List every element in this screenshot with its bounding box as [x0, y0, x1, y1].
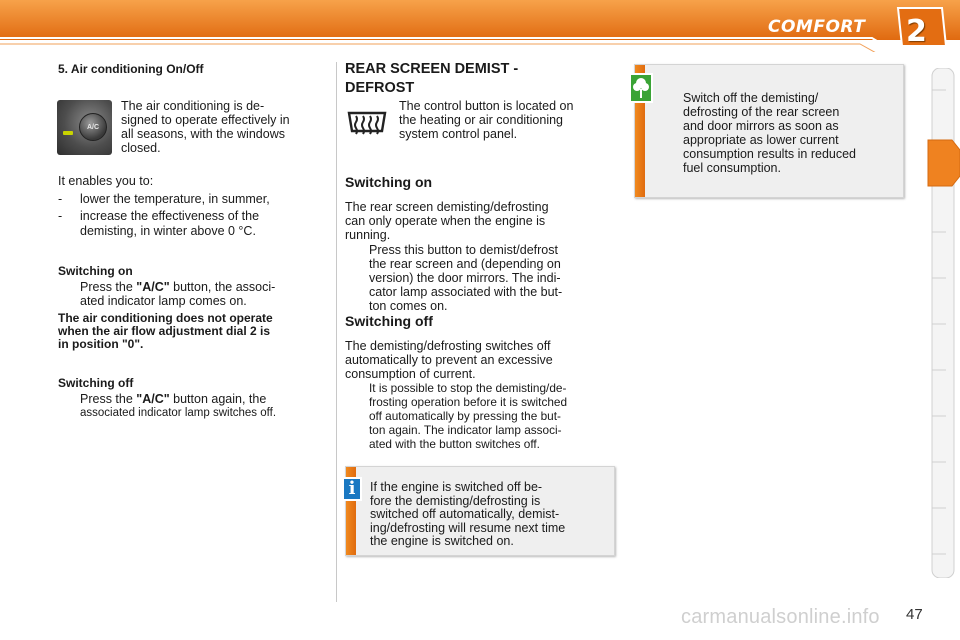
info-box	[345, 466, 615, 556]
chapter-header	[0, 0, 960, 52]
demist-section-title	[345, 60, 585, 98]
ac-intro-line: all seasons, with the windows	[121, 127, 285, 141]
para-line: can only operate when the engine is	[345, 214, 546, 228]
step-text: associated indicator lamp switches off.	[80, 407, 277, 419]
intro-line: system control panel.	[399, 127, 518, 141]
intro-line: The control button is located on	[399, 99, 574, 113]
demist-switching-on-heading: Switching on	[345, 174, 433, 190]
step-text: cator lamp associated with the but-	[369, 285, 563, 299]
list-item	[58, 209, 328, 239]
ac-section-title: 5. Air conditioning On/Off	[58, 62, 204, 76]
column-divider	[336, 62, 337, 602]
step-text: button again, the	[169, 392, 267, 406]
ac-switching-on-step	[80, 280, 326, 308]
eco-line: Switch off the demisting/	[683, 91, 819, 105]
dash-marker: -	[58, 209, 63, 223]
note-line: The air conditioning does not operate	[58, 311, 273, 325]
eco-tip-box	[634, 64, 904, 198]
title-line: REAR SCREEN DEMIST -	[345, 61, 519, 77]
info-icon: i	[342, 477, 362, 501]
ac-benefits-intro: It enables you to:	[58, 174, 154, 188]
list-item	[58, 192, 328, 207]
demist-intro	[399, 99, 615, 141]
para-line: consumption of current.	[345, 367, 476, 381]
eco-line: appropriate as lower current	[683, 133, 839, 147]
intro-line: the heating or air conditioning	[399, 113, 564, 127]
ac-button-image	[57, 100, 112, 155]
demist-switching-on-step	[369, 243, 615, 313]
eco-line: fuel consumption.	[683, 161, 781, 175]
step-text: Press the	[80, 392, 137, 406]
step-text: ated with the button switches off.	[369, 437, 540, 451]
ac-intro-line: The air conditioning is de-	[121, 99, 265, 113]
info-line: If the engine is switched off be-	[370, 480, 543, 494]
eco-tree-icon	[629, 73, 653, 103]
chapter-number: 2	[906, 14, 927, 49]
ac-benefits	[58, 174, 328, 239]
ac-key-label: "A/C"	[136, 280, 170, 294]
list-item-text: demisting, in winter above 0 °C.	[80, 224, 256, 238]
info-line: the engine is switched on.	[370, 534, 514, 548]
para-line: The demisting/defrosting switches off	[345, 339, 551, 353]
ac-intro-line: closed.	[121, 141, 161, 155]
watermark: carmanualsonline.info	[681, 606, 880, 628]
list-item-text: lower the temperature, in summer,	[80, 192, 270, 206]
demist-switching-off-heading: Switching off	[345, 313, 433, 329]
para-line: automatically to prevent an excessive	[345, 353, 553, 367]
ac-switching-on-heading: Switching on	[58, 264, 133, 278]
step-text: frosting operation before it is switched	[369, 395, 568, 409]
eco-line: defrosting of the rear screen	[683, 105, 840, 119]
step-text: version) the door mirrors. The indi-	[369, 271, 561, 285]
step-text: off automatically by pressing the but-	[369, 409, 561, 423]
demist-switching-on-paragraph	[345, 200, 615, 242]
demist-switching-off-step	[369, 381, 615, 451]
note-line: when the air flow adjustment dial 2 is	[58, 324, 271, 338]
info-box-text	[370, 481, 610, 549]
info-line: fore the demisting/defrosting is	[370, 493, 541, 508]
ac-warning-note	[58, 312, 330, 351]
chapter-title: COMFORT	[768, 17, 866, 37]
ac-key-label: "A/C"	[136, 392, 170, 406]
eco-line: consumption results in reduced	[683, 147, 857, 161]
ac-switching-off-step	[80, 392, 326, 420]
step-text: ton again. The indicator lamp associ-	[369, 423, 562, 437]
step-text: ton comes on.	[369, 299, 448, 313]
demist-switching-off-paragraph	[345, 339, 615, 381]
eco-line: and door mirrors as soon as	[683, 119, 839, 133]
title-line: DEFROST	[345, 80, 415, 96]
ac-intro	[121, 99, 327, 155]
page-number: 47	[906, 606, 923, 623]
info-line: switched off automatically, demist-	[370, 507, 560, 521]
note-line: in position "0".	[58, 337, 144, 351]
ac-indicator-lamp	[63, 131, 73, 135]
chapter-tabs	[926, 68, 960, 578]
dash-marker: -	[58, 192, 63, 206]
ac-switching-off-heading: Switching off	[58, 376, 134, 390]
step-text: It is possible to stop the demisting/de-	[369, 381, 567, 395]
list-item-text: increase the effectiveness of the	[80, 209, 260, 223]
step-text: button, the associ-	[169, 280, 276, 294]
step-text: ated indicator lamp comes on.	[80, 294, 247, 308]
para-line: running.	[345, 228, 391, 242]
ac-intro-line: signed to operate effectively in	[121, 113, 290, 127]
para-line: The rear screen demisting/defrosting	[345, 200, 549, 214]
ac-knob: A/C	[79, 113, 107, 141]
step-text: Press this button to demist/defrost	[369, 243, 558, 257]
step-text: the rear screen and (depending on	[369, 257, 561, 271]
rear-demist-icon	[345, 107, 389, 143]
eco-tip-text	[683, 91, 899, 175]
step-text: Press the	[80, 280, 137, 294]
info-line: ing/defrosting will resume next time	[370, 520, 566, 535]
